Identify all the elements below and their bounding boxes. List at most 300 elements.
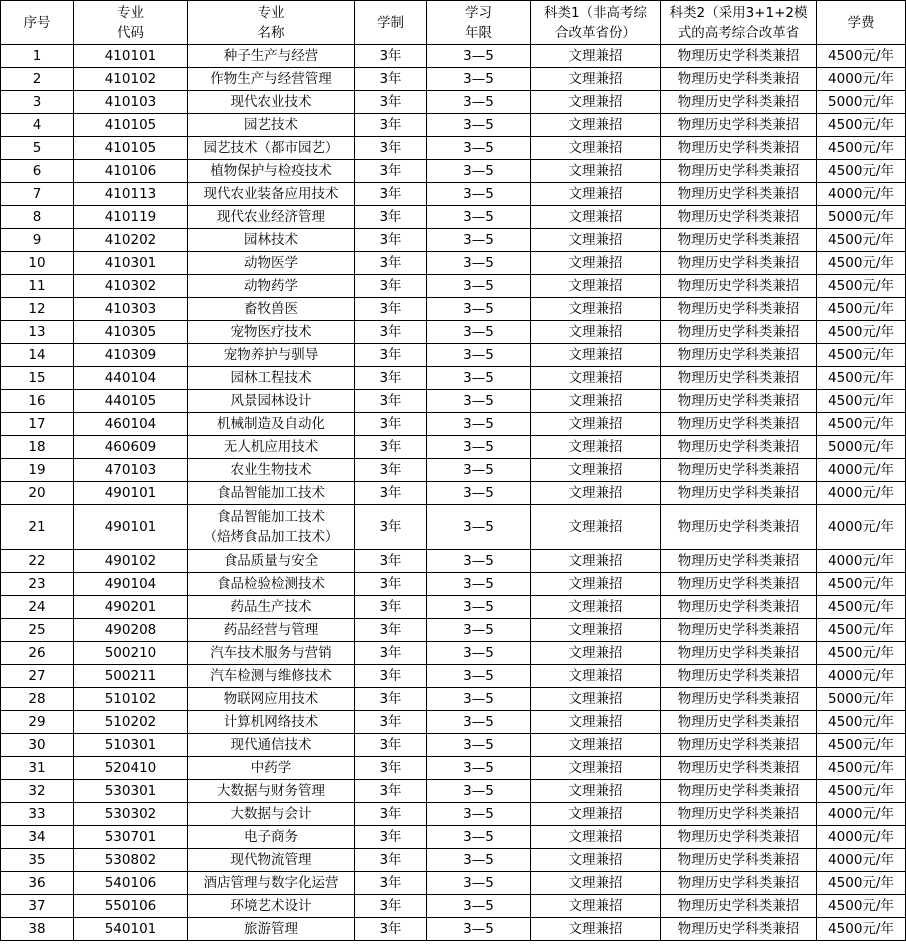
cell-seq: 23: [1, 573, 74, 596]
cell-code: 410113: [74, 183, 188, 206]
cell-years: 3—5: [427, 413, 531, 436]
cell-cat1: 文理兼招: [531, 390, 661, 413]
cell-system: 3年: [355, 482, 427, 505]
cell-years: 3—5: [427, 91, 531, 114]
cell-cat2: 物理历史学科类兼招: [661, 183, 817, 206]
table-header-row: [1, 1, 906, 45]
cell-years: 3—5: [427, 780, 531, 803]
table-row: [1, 619, 906, 642]
table-row: [1, 229, 906, 252]
cell-system: 3年: [355, 229, 427, 252]
cell-code: 440105: [74, 390, 188, 413]
cell-seq: 18: [1, 436, 74, 459]
cell-cat2: 物理历史学科类兼招: [661, 298, 817, 321]
cell-cat2: 物理历史学科类兼招: [661, 505, 817, 550]
cell-code: 460609: [74, 436, 188, 459]
table-row: [1, 505, 906, 550]
cell-cat1: 文理兼招: [531, 826, 661, 849]
cell-code: 410202: [74, 229, 188, 252]
table-body: [1, 45, 906, 941]
cell-fee: 4000元/年: [817, 665, 906, 688]
cell-system: 3年: [355, 596, 427, 619]
cell-years: 3—5: [427, 459, 531, 482]
header-cat2: 科类2（采用3+1+2模 式的高考综合改革省: [661, 1, 817, 45]
table-row: [1, 160, 906, 183]
cell-system: 3年: [355, 826, 427, 849]
cell-seq: 29: [1, 711, 74, 734]
cell-fee: 4500元/年: [817, 344, 906, 367]
cell-cat2: 物理历史学科类兼招: [661, 367, 817, 390]
cell-name: 现代农业经济管理: [188, 206, 355, 229]
cell-code: 410105: [74, 114, 188, 137]
cell-seq: 1: [1, 45, 74, 68]
cell-code: 460104: [74, 413, 188, 436]
cell-name: 环境艺术设计: [188, 895, 355, 918]
cell-cat1: 文理兼招: [531, 780, 661, 803]
cell-seq: 14: [1, 344, 74, 367]
cell-seq: 28: [1, 688, 74, 711]
cell-fee: 4500元/年: [817, 642, 906, 665]
table-row: [1, 459, 906, 482]
table-row: [1, 367, 906, 390]
cell-name: 药品生产技术: [188, 596, 355, 619]
cell-fee: 4500元/年: [817, 619, 906, 642]
cell-seq: 35: [1, 849, 74, 872]
cell-seq: 26: [1, 642, 74, 665]
cell-years: 3—5: [427, 367, 531, 390]
cell-fee: 4500元/年: [817, 114, 906, 137]
table-row: [1, 91, 906, 114]
cell-seq: 16: [1, 390, 74, 413]
cell-years: 3—5: [427, 137, 531, 160]
cell-fee: 4000元/年: [817, 505, 906, 550]
cell-fee: 4000元/年: [817, 803, 906, 826]
cell-cat2: 物理历史学科类兼招: [661, 344, 817, 367]
cell-seq: 11: [1, 275, 74, 298]
cell-system: 3年: [355, 252, 427, 275]
cell-code: 510102: [74, 688, 188, 711]
cell-years: 3—5: [427, 114, 531, 137]
cell-name: 园林工程技术: [188, 367, 355, 390]
cell-name: 物联网应用技术: [188, 688, 355, 711]
cell-code: 490208: [74, 619, 188, 642]
cell-seq: 2: [1, 68, 74, 91]
cell-cat2: 物理历史学科类兼招: [661, 160, 817, 183]
cell-system: 3年: [355, 137, 427, 160]
cell-cat1: 文理兼招: [531, 757, 661, 780]
cell-system: 3年: [355, 849, 427, 872]
header-seq: 序号: [1, 1, 74, 45]
cell-name: 宠物医疗技术: [188, 321, 355, 344]
cell-system: 3年: [355, 45, 427, 68]
cell-name: 动物医学: [188, 252, 355, 275]
header-cat1: 科类1（非高考综 合改革省份）: [531, 1, 661, 45]
header-system: 学制: [355, 1, 427, 45]
cell-fee: 4500元/年: [817, 780, 906, 803]
cell-cat1: 文理兼招: [531, 91, 661, 114]
cell-fee: 5000元/年: [817, 206, 906, 229]
cell-years: 3—5: [427, 688, 531, 711]
cell-name: 现代通信技术: [188, 734, 355, 757]
cell-system: 3年: [355, 183, 427, 206]
cell-years: 3—5: [427, 596, 531, 619]
cell-cat1: 文理兼招: [531, 803, 661, 826]
cell-years: 3—5: [427, 826, 531, 849]
cell-cat1: 文理兼招: [531, 459, 661, 482]
table-row: [1, 321, 906, 344]
cell-fee: 4500元/年: [817, 413, 906, 436]
cell-system: 3年: [355, 803, 427, 826]
cell-cat2: 物理历史学科类兼招: [661, 780, 817, 803]
cell-fee: 4500元/年: [817, 895, 906, 918]
cell-code: 520410: [74, 757, 188, 780]
cell-fee: 4500元/年: [817, 275, 906, 298]
cell-seq: 34: [1, 826, 74, 849]
cell-system: 3年: [355, 114, 427, 137]
table-row: [1, 803, 906, 826]
cell-fee: 4000元/年: [817, 68, 906, 91]
cell-system: 3年: [355, 367, 427, 390]
cell-system: 3年: [355, 734, 427, 757]
cell-name: 风景园林设计: [188, 390, 355, 413]
cell-years: 3—5: [427, 183, 531, 206]
table-row: [1, 275, 906, 298]
cell-years: 3—5: [427, 757, 531, 780]
cell-name: 食品质量与安全: [188, 550, 355, 573]
cell-system: 3年: [355, 91, 427, 114]
cell-fee: 4500元/年: [817, 298, 906, 321]
cell-system: 3年: [355, 619, 427, 642]
cell-name: 旅游管理: [188, 918, 355, 941]
cell-cat1: 文理兼招: [531, 596, 661, 619]
cell-cat1: 文理兼招: [531, 206, 661, 229]
cell-fee: 4500元/年: [817, 872, 906, 895]
cell-cat2: 物理历史学科类兼招: [661, 642, 817, 665]
cell-cat1: 文理兼招: [531, 619, 661, 642]
cell-fee: 4500元/年: [817, 711, 906, 734]
table-row: [1, 688, 906, 711]
cell-seq: 7: [1, 183, 74, 206]
cell-name: 食品检验检测技术: [188, 573, 355, 596]
cell-cat1: 文理兼招: [531, 275, 661, 298]
cell-name: 现代物流管理: [188, 849, 355, 872]
cell-system: 3年: [355, 275, 427, 298]
cell-seq: 15: [1, 367, 74, 390]
cell-cat2: 物理历史学科类兼招: [661, 275, 817, 298]
cell-years: 3—5: [427, 803, 531, 826]
cell-cat2: 物理历史学科类兼招: [661, 872, 817, 895]
cell-name: 机械制造及自动化: [188, 413, 355, 436]
cell-code: 490104: [74, 573, 188, 596]
cell-cat2: 物理历史学科类兼招: [661, 413, 817, 436]
cell-fee: 4500元/年: [817, 137, 906, 160]
cell-system: 3年: [355, 459, 427, 482]
cell-code: 540106: [74, 872, 188, 895]
cell-code: 440104: [74, 367, 188, 390]
cell-years: 3—5: [427, 436, 531, 459]
cell-seq: 5: [1, 137, 74, 160]
cell-years: 3—5: [427, 45, 531, 68]
cell-years: 3—5: [427, 642, 531, 665]
table-row: [1, 114, 906, 137]
cell-name: 酒店管理与数字化运营: [188, 872, 355, 895]
cell-fee: 4500元/年: [817, 757, 906, 780]
cell-seq: 12: [1, 298, 74, 321]
cell-seq: 10: [1, 252, 74, 275]
cell-cat1: 文理兼招: [531, 872, 661, 895]
cell-cat1: 文理兼招: [531, 665, 661, 688]
cell-fee: 4500元/年: [817, 321, 906, 344]
cell-code: 410305: [74, 321, 188, 344]
cell-fee: 4500元/年: [817, 596, 906, 619]
cell-fee: 4000元/年: [817, 459, 906, 482]
cell-years: 3—5: [427, 505, 531, 550]
cell-code: 490201: [74, 596, 188, 619]
cell-years: 3—5: [427, 711, 531, 734]
cell-cat2: 物理历史学科类兼招: [661, 826, 817, 849]
cell-name: 无人机应用技术: [188, 436, 355, 459]
cell-seq: 9: [1, 229, 74, 252]
cell-cat1: 文理兼招: [531, 436, 661, 459]
cell-cat2: 物理历史学科类兼招: [661, 711, 817, 734]
table-row: [1, 596, 906, 619]
cell-cat2: 物理历史学科类兼招: [661, 137, 817, 160]
cell-cat1: 文理兼招: [531, 137, 661, 160]
cell-system: 3年: [355, 688, 427, 711]
table-row: [1, 252, 906, 275]
cell-seq: 31: [1, 757, 74, 780]
cell-code: 410303: [74, 298, 188, 321]
cell-seq: 20: [1, 482, 74, 505]
cell-name: 畜牧兽医: [188, 298, 355, 321]
cell-cat1: 文理兼招: [531, 183, 661, 206]
cell-code: 540101: [74, 918, 188, 941]
cell-cat2: 物理历史学科类兼招: [661, 482, 817, 505]
cell-code: 410103: [74, 91, 188, 114]
cell-seq: 32: [1, 780, 74, 803]
table-row: [1, 711, 906, 734]
cell-cat2: 物理历史学科类兼招: [661, 45, 817, 68]
cell-system: 3年: [355, 665, 427, 688]
cell-code: 500211: [74, 665, 188, 688]
cell-cat2: 物理历史学科类兼招: [661, 596, 817, 619]
cell-seq: 13: [1, 321, 74, 344]
cell-name: 大数据与会计: [188, 803, 355, 826]
table-row: [1, 849, 906, 872]
cell-cat1: 文理兼招: [531, 918, 661, 941]
cell-cat2: 物理历史学科类兼招: [661, 321, 817, 344]
cell-years: 3—5: [427, 918, 531, 941]
cell-cat2: 物理历史学科类兼招: [661, 619, 817, 642]
cell-fee: 4000元/年: [817, 183, 906, 206]
cell-system: 3年: [355, 642, 427, 665]
cell-cat2: 物理历史学科类兼招: [661, 252, 817, 275]
cell-cat1: 文理兼招: [531, 114, 661, 137]
cell-years: 3—5: [427, 734, 531, 757]
cell-cat1: 文理兼招: [531, 482, 661, 505]
cell-name: 电子商务: [188, 826, 355, 849]
cell-fee: 5000元/年: [817, 688, 906, 711]
cell-system: 3年: [355, 895, 427, 918]
cell-fee: 4000元/年: [817, 482, 906, 505]
table-row: [1, 436, 906, 459]
cell-years: 3—5: [427, 849, 531, 872]
table-row: [1, 206, 906, 229]
table-row: [1, 183, 906, 206]
cell-years: 3—5: [427, 68, 531, 91]
cell-years: 3—5: [427, 482, 531, 505]
cell-years: 3—5: [427, 550, 531, 573]
cell-cat1: 文理兼招: [531, 229, 661, 252]
cell-code: 530302: [74, 803, 188, 826]
cell-cat2: 物理历史学科类兼招: [661, 436, 817, 459]
cell-years: 3—5: [427, 206, 531, 229]
cell-years: 3—5: [427, 619, 531, 642]
cell-cat1: 文理兼招: [531, 68, 661, 91]
cell-fee: 4000元/年: [817, 849, 906, 872]
cell-code: 530802: [74, 849, 188, 872]
cell-fee: 4500元/年: [817, 160, 906, 183]
table-row: [1, 826, 906, 849]
cell-system: 3年: [355, 550, 427, 573]
cell-code: 510202: [74, 711, 188, 734]
cell-seq: 3: [1, 91, 74, 114]
cell-fee: 4000元/年: [817, 550, 906, 573]
cell-cat2: 物理历史学科类兼招: [661, 206, 817, 229]
cell-system: 3年: [355, 872, 427, 895]
cell-years: 3—5: [427, 390, 531, 413]
cell-system: 3年: [355, 757, 427, 780]
cell-seq: 24: [1, 596, 74, 619]
cell-code: 410302: [74, 275, 188, 298]
cell-cat1: 文理兼招: [531, 895, 661, 918]
cell-fee: 4500元/年: [817, 918, 906, 941]
cell-years: 3—5: [427, 275, 531, 298]
cell-code: 530301: [74, 780, 188, 803]
cell-fee: 4000元/年: [817, 826, 906, 849]
cell-fee: 4500元/年: [817, 252, 906, 275]
cell-code: 410102: [74, 68, 188, 91]
table-row: [1, 757, 906, 780]
cell-name: 现代农业装备应用技术: [188, 183, 355, 206]
cell-cat1: 文理兼招: [531, 642, 661, 665]
cell-name: 汽车技术服务与营销: [188, 642, 355, 665]
cell-name: 种子生产与经营: [188, 45, 355, 68]
cell-system: 3年: [355, 436, 427, 459]
cell-years: 3—5: [427, 573, 531, 596]
cell-name: 园林技术: [188, 229, 355, 252]
cell-cat2: 物理历史学科类兼招: [661, 918, 817, 941]
cell-system: 3年: [355, 321, 427, 344]
cell-cat1: 文理兼招: [531, 413, 661, 436]
cell-system: 3年: [355, 390, 427, 413]
cell-seq: 22: [1, 550, 74, 573]
cell-name: 宠物养护与驯导: [188, 344, 355, 367]
cell-system: 3年: [355, 206, 427, 229]
cell-fee: 4500元/年: [817, 390, 906, 413]
cell-seq: 38: [1, 918, 74, 941]
header-fee: 学费: [817, 1, 906, 45]
cell-name: 汽车检测与维修技术: [188, 665, 355, 688]
cell-cat2: 物理历史学科类兼招: [661, 68, 817, 91]
cell-name: 园艺技术: [188, 114, 355, 137]
cell-seq: 6: [1, 160, 74, 183]
cell-seq: 33: [1, 803, 74, 826]
cell-code: 550106: [74, 895, 188, 918]
cell-cat1: 文理兼招: [531, 849, 661, 872]
cell-code: 490101: [74, 482, 188, 505]
cell-cat2: 物理历史学科类兼招: [661, 229, 817, 252]
cell-cat2: 物理历史学科类兼招: [661, 459, 817, 482]
table-row: [1, 390, 906, 413]
cell-fee: 4500元/年: [817, 734, 906, 757]
table-row: [1, 780, 906, 803]
cell-years: 3—5: [427, 252, 531, 275]
table-row: [1, 573, 906, 596]
cell-system: 3年: [355, 160, 427, 183]
cell-cat2: 物理历史学科类兼招: [661, 849, 817, 872]
cell-fee: 4500元/年: [817, 573, 906, 596]
cell-system: 3年: [355, 711, 427, 734]
cell-seq: 36: [1, 872, 74, 895]
cell-code: 410309: [74, 344, 188, 367]
cell-name: 大数据与财务管理: [188, 780, 355, 803]
cell-cat1: 文理兼招: [531, 45, 661, 68]
cell-name: 动物药学: [188, 275, 355, 298]
cell-system: 3年: [355, 780, 427, 803]
table-row: [1, 137, 906, 160]
cell-system: 3年: [355, 505, 427, 550]
cell-seq: 19: [1, 459, 74, 482]
cell-name: 农业生物技术: [188, 459, 355, 482]
cell-years: 3—5: [427, 665, 531, 688]
cell-cat2: 物理历史学科类兼招: [661, 573, 817, 596]
cell-name: 植物保护与检疫技术: [188, 160, 355, 183]
cell-name: 现代农业技术: [188, 91, 355, 114]
cell-seq: 4: [1, 114, 74, 137]
table-row: [1, 734, 906, 757]
cell-system: 3年: [355, 68, 427, 91]
cell-years: 3—5: [427, 344, 531, 367]
cell-cat2: 物理历史学科类兼招: [661, 390, 817, 413]
cell-system: 3年: [355, 298, 427, 321]
cell-cat1: 文理兼招: [531, 321, 661, 344]
cell-code: 410119: [74, 206, 188, 229]
cell-code: 410101: [74, 45, 188, 68]
cell-cat2: 物理历史学科类兼招: [661, 114, 817, 137]
cell-cat2: 物理历史学科类兼招: [661, 803, 817, 826]
cell-code: 530701: [74, 826, 188, 849]
cell-code: 490101: [74, 505, 188, 550]
cell-cat1: 文理兼招: [531, 160, 661, 183]
cell-code: 410105: [74, 137, 188, 160]
table-row: [1, 482, 906, 505]
cell-seq: 30: [1, 734, 74, 757]
cell-years: 3—5: [427, 160, 531, 183]
cell-cat2: 物理历史学科类兼招: [661, 757, 817, 780]
cell-seq: 17: [1, 413, 74, 436]
cell-fee: 4500元/年: [817, 229, 906, 252]
cell-seq: 8: [1, 206, 74, 229]
cell-name: 计算机网络技术: [188, 711, 355, 734]
cell-code: 510301: [74, 734, 188, 757]
cell-years: 3—5: [427, 895, 531, 918]
cell-code: 410301: [74, 252, 188, 275]
cell-cat1: 文理兼招: [531, 505, 661, 550]
cell-years: 3—5: [427, 872, 531, 895]
cell-cat1: 文理兼招: [531, 298, 661, 321]
cell-name: 作物生产与经营管理: [188, 68, 355, 91]
